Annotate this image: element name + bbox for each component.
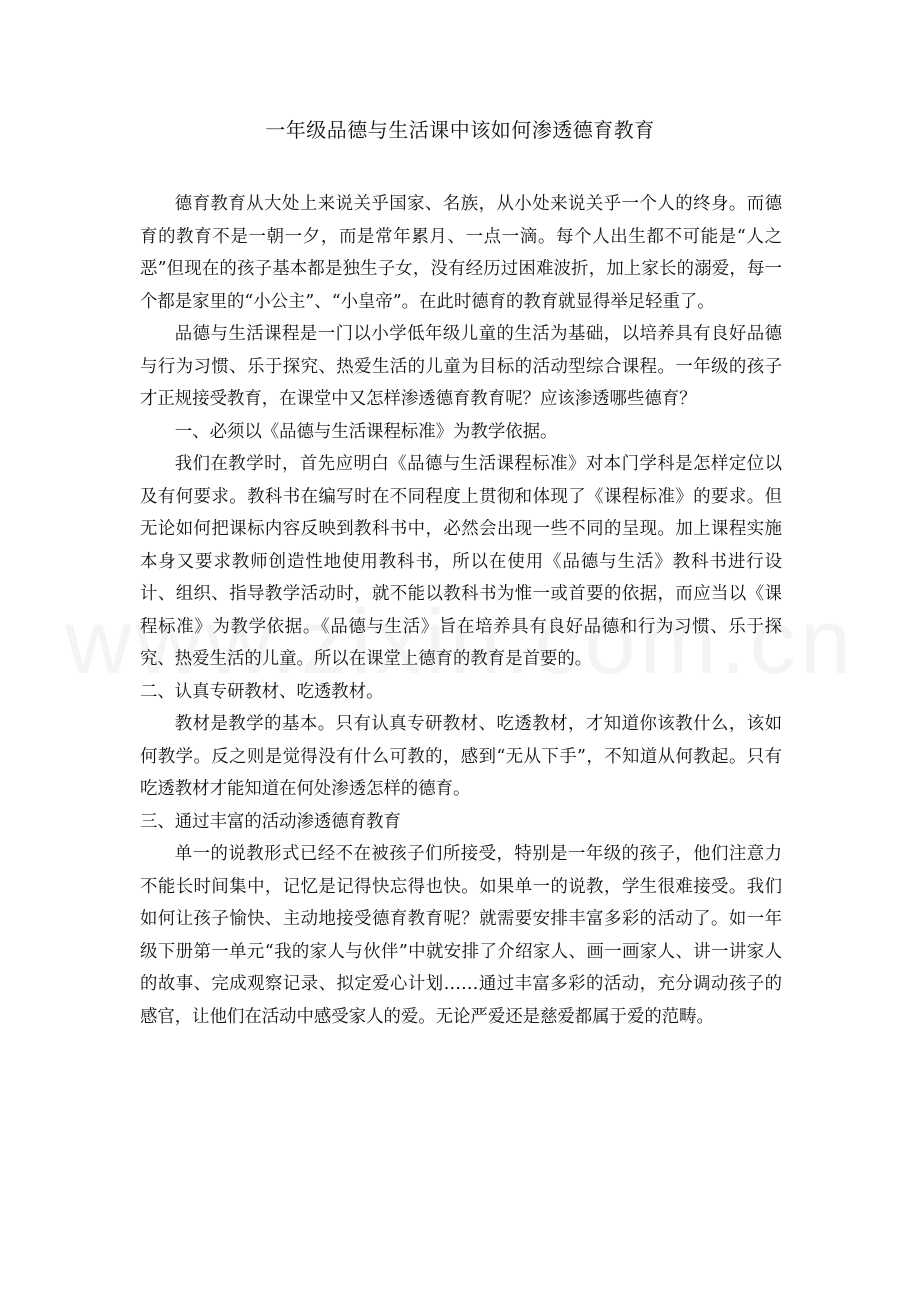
paragraph-curriculum-standard: 我们在教学时，首先应明白《品德与生活课程标准》对本门学科是怎样定位以及有何要求。教科书在编写时在不同程度上贯彻和体现了《课程标准》的要求。但无论如何把课标内容反映到教科书中，必然会出现一些不同的呈现。加上课程实施本身又要求教师创造性地使用教科书，所以在使用《品德与生活》教科书进行设计、组织、指导教学活动时，就不能以教科书为惟一或首要的依据，而应当以《课程标准》为教学依据。《品德与生活》旨在培养具有良好品德和行为习惯、乐于探究、热爱生活的儿童。所以在课堂上德育的教育是首要的。: [140, 454, 782, 669]
paragraph-course-overview: 品德与生活课程是一门以小学低年级儿童的生活为基础，以培养具有良好品德与行为习惯、乐于探究、热爱生活的儿童为目标的活动型综合课程。一年级的孩子才正规接受教育，在课堂中又怎样渗透德育教育呢？应该渗透哪些德育？: [140, 324, 782, 409]
section-heading-2: 二、认真专研教材、吃透教材。: [140, 681, 384, 702]
section-heading-1: 一、必须以《品德与生活课程标准》为教学依据。: [174, 421, 558, 442]
paragraph-intro: 德育教育从大处上来说关乎国家、名族，从小处来说关乎一个人的终身。而德育的教育不是一朝一夕，而是常年累月、一点一滴。每个人出生都不可能是“人之恶”但现在的孩子基本都是独生子女，没有经历过困难波折，加上家长的溺爱，每一个都是家里的“小公主”、“小皇帝”。在此时德育的教育就显得举足轻重了。: [140, 194, 782, 312]
page-title: 一年级品德与生活课中该如何渗透德育教育: [265, 118, 655, 142]
paragraph-activities: 单一的说教形式已经不在被孩子们所接受，特别是一年级的孩子，他们注意力不能长时间集中，记忆是记得快忘得也快。如果单一的说教，学生很难接受。我们如何让孩子愉快、主动地接受德育教育呢？就需要安排丰富多彩的活动了。如一年级下册第一单元“我的家人与伙伴”中就安排了介绍家人、画一画家人、讲一讲家人的故事、完成观察记录、拟定爱心计划……通过丰富多彩的活动，充分调动孩子的感官，让他们在活动中感受家人的爱。无论严爱还是慈爱都属于爱的范畴。: [140, 844, 782, 1027]
paragraph-study-materials: 教材是教学的基本。只有认真专研教材、吃透教材，才知道你该教什么，该如何教学。反之则是觉得没有什么可教的，感到“无从下手”，不知道从何教起。只有吃透教材才能知道在何处渗透怎样的德育。: [140, 714, 782, 799]
section-heading-3: 三、通过丰富的活动渗透德育教育: [140, 811, 401, 832]
document-body: [140, 188, 782, 1033]
